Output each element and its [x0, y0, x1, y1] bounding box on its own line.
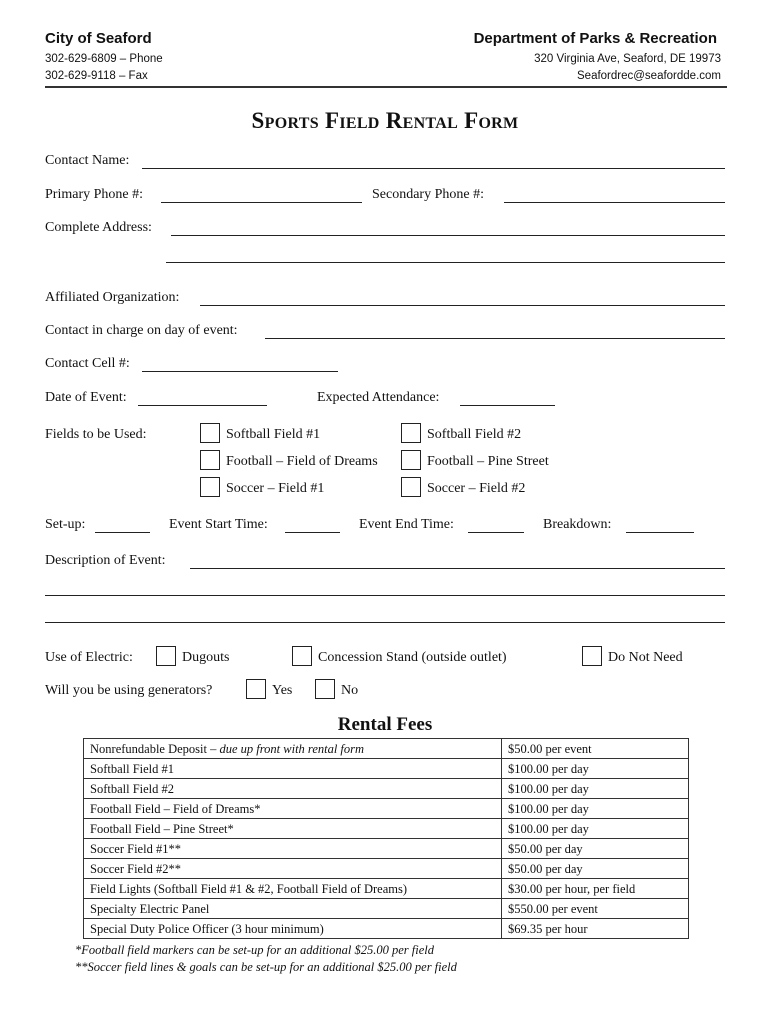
affiliated-org-label: Affiliated Organization:: [45, 290, 180, 305]
soccer-field-2-label: Soccer – Field #2: [427, 481, 526, 496]
date-of-event-label: Date of Event:: [45, 390, 127, 405]
department-address: 320 Virginia Ave, Seaford, DE 19973: [534, 53, 721, 65]
generators-no-checkbox[interactable]: [315, 679, 335, 699]
fee-price: $50.00 per day: [502, 859, 689, 879]
fee-price: $30.00 per hour, per field: [502, 879, 689, 899]
table-row: [84, 879, 689, 899]
fee-price: $69.35 per hour: [502, 919, 689, 939]
description-label: Description of Event:: [45, 553, 166, 568]
fee-item: Softball Field #2: [84, 779, 502, 799]
expected-attendance-field[interactable]: [460, 405, 555, 406]
description-line-3[interactable]: [45, 622, 725, 623]
event-end-field[interactable]: [468, 532, 524, 533]
table-row: [84, 859, 689, 879]
fee-item: Football Field – Pine Street*: [84, 819, 502, 839]
secondary-phone-label: Secondary Phone #:: [372, 187, 484, 202]
table-row: [84, 819, 689, 839]
dugouts-checkbox[interactable]: [156, 646, 176, 666]
football-pine-street-checkbox[interactable]: [401, 450, 421, 470]
primary-phone-label: Primary Phone #:: [45, 187, 143, 202]
event-start-field[interactable]: [285, 532, 340, 533]
softball-field-1-label: Softball Field #1: [226, 427, 321, 442]
fee-item: Field Lights (Softball Field #1 & #2, Football Field of Dreams): [84, 879, 502, 899]
table-row: [84, 739, 689, 759]
fee-price: $50.00 per day: [502, 839, 689, 859]
fee-price: $100.00 per day: [502, 819, 689, 839]
deposit-note: due up front with rental form: [219, 741, 365, 756]
setup-label: Set-up:: [45, 517, 86, 532]
generators-label: Will you be using generators?: [45, 683, 213, 698]
fee-item: Soccer Field #2**: [84, 859, 502, 879]
primary-phone-field[interactable]: [161, 202, 362, 203]
expected-attendance-label: Expected Attendance:: [317, 390, 440, 405]
football-pine-street-label: Football – Pine Street: [427, 454, 549, 469]
address-line-1[interactable]: [171, 235, 725, 236]
description-line-1[interactable]: [190, 568, 725, 569]
city-name: City of Seaford: [45, 30, 152, 47]
generators-yes-label: Yes: [272, 683, 293, 698]
fee-item: Soccer Field #1**: [84, 839, 502, 859]
setup-field[interactable]: [95, 532, 150, 533]
table-row: [84, 919, 689, 939]
do-not-need-label: Do Not Need: [608, 650, 683, 665]
date-of-event-field[interactable]: [138, 405, 267, 406]
concession-stand-label: Concession Stand (outside outlet): [318, 650, 507, 665]
do-not-need-checkbox[interactable]: [582, 646, 602, 666]
breakdown-field[interactable]: [626, 532, 694, 533]
table-row: [84, 839, 689, 859]
softball-field-2-label: Softball Field #2: [427, 427, 522, 442]
softball-field-2-checkbox[interactable]: [401, 423, 421, 443]
department-email: Seafordrec@seafordde.com: [577, 70, 721, 82]
contact-name-field[interactable]: [142, 168, 725, 169]
form-title: Sports Field Rental Form: [251, 108, 519, 133]
fee-item: Specialty Electric Panel: [84, 899, 502, 919]
table-row: [84, 759, 689, 779]
table-row: [84, 779, 689, 799]
fee-price: $50.00 per event: [502, 739, 689, 759]
address-line-2[interactable]: [166, 262, 725, 263]
secondary-phone-field[interactable]: [504, 202, 725, 203]
description-line-2[interactable]: [45, 595, 725, 596]
use-of-electric-label: Use of Electric:: [45, 650, 133, 665]
fields-to-be-used-label: Fields to be Used:: [45, 427, 147, 442]
contact-cell-field[interactable]: [142, 371, 338, 372]
header-divider: [45, 86, 727, 88]
fee-item: Football Field – Field of Dreams*: [84, 799, 502, 819]
event-end-label: Event End Time:: [359, 517, 454, 532]
soccer-field-1-checkbox[interactable]: [200, 477, 220, 497]
affiliated-org-field[interactable]: [200, 305, 725, 306]
rental-fees-title: Rental Fees: [337, 714, 433, 735]
contact-cell-label: Contact Cell #:: [45, 356, 130, 371]
generators-no-label: No: [341, 683, 359, 698]
soccer-field-2-checkbox[interactable]: [401, 477, 421, 497]
department-name: Department of Parks & Recreation: [473, 30, 717, 47]
breakdown-label: Breakdown:: [543, 517, 612, 532]
fee-price: $550.00 per event: [502, 899, 689, 919]
fee-item: Softball Field #1: [84, 759, 502, 779]
softball-field-1-checkbox[interactable]: [200, 423, 220, 443]
fee-price: $100.00 per day: [502, 799, 689, 819]
football-field-of-dreams-label: Football – Field of Dreams: [226, 454, 378, 469]
rental-fees-table: [83, 738, 689, 939]
generators-yes-checkbox[interactable]: [246, 679, 266, 699]
table-row: [84, 799, 689, 819]
concession-stand-checkbox[interactable]: [292, 646, 312, 666]
football-field-of-dreams-checkbox[interactable]: [200, 450, 220, 470]
contact-in-charge-label: Contact in charge on day of event:: [45, 323, 238, 338]
contact-name-label: Contact Name:: [45, 153, 130, 168]
soccer-lines-note: **Soccer field lines & goals can be set-up for an additional $25.00 per field: [75, 960, 457, 974]
football-markers-note: *Football field markers can be set-up for an additional $25.00 per field: [75, 943, 434, 957]
complete-address-label: Complete Address:: [45, 220, 152, 235]
city-fax: 302-629-9118 – Fax: [45, 70, 148, 82]
city-phone: 302-629-6809 – Phone: [45, 53, 163, 65]
fee-item: Special Duty Police Officer (3 hour minimum): [84, 919, 502, 939]
event-start-label: Event Start Time:: [169, 517, 268, 532]
fee-item: [84, 739, 502, 759]
fee-price: $100.00 per day: [502, 759, 689, 779]
table-row: [84, 899, 689, 919]
dugouts-label: Dugouts: [182, 650, 230, 665]
fee-price: $100.00 per day: [502, 779, 689, 799]
contact-in-charge-field[interactable]: [265, 338, 725, 339]
soccer-field-1-label: Soccer – Field #1: [226, 481, 325, 496]
deposit-label: Nonrefundable Deposit –: [90, 741, 220, 756]
